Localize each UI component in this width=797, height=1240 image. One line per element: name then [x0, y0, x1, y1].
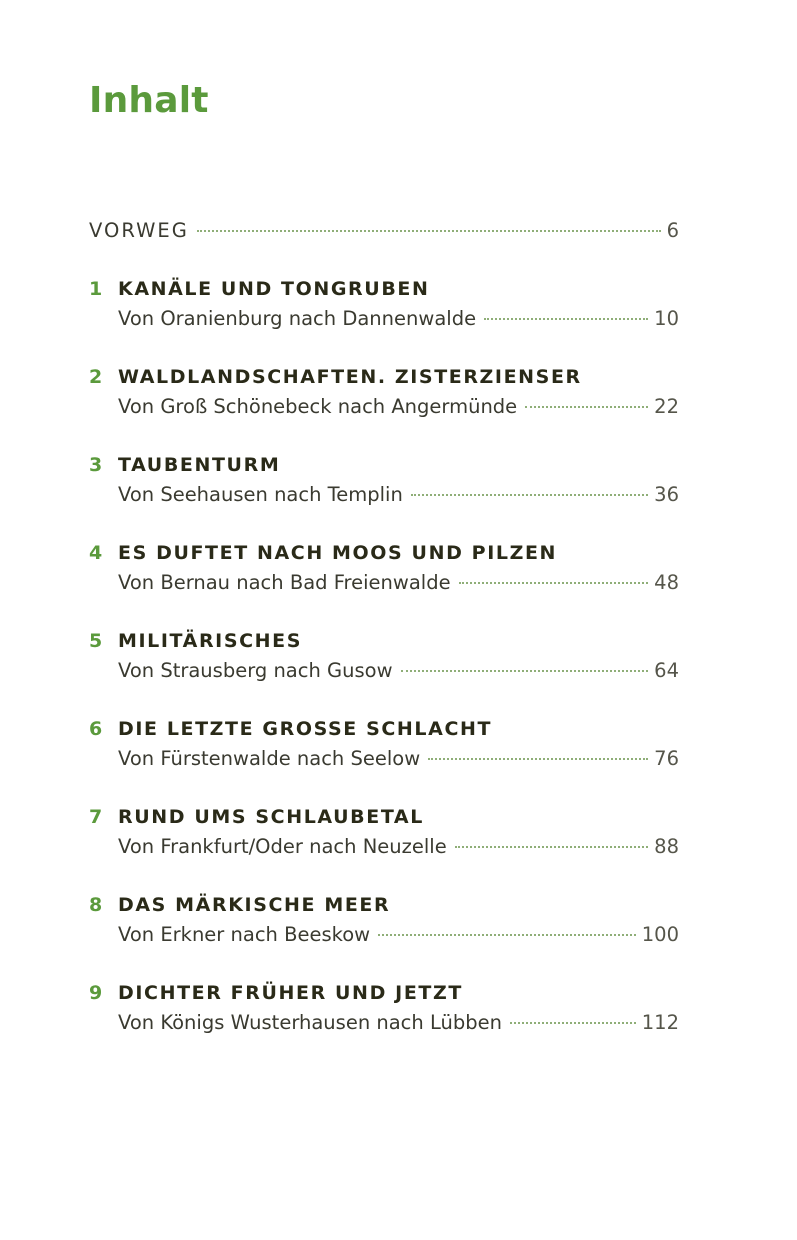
- toc-chapter-9[interactable]: [89, 978, 679, 1038]
- chapter-title: DAS MÄRKISCHE MEER: [118, 894, 391, 916]
- toc-chapter-7[interactable]: [89, 802, 679, 862]
- page-number: 76: [654, 747, 679, 770]
- intro-label: VORWEG: [89, 219, 189, 242]
- chapter-title: MILITÄRISCHES: [118, 630, 303, 652]
- chapter-title: DICHTER FRÜHER UND JETZT: [118, 982, 463, 1004]
- dot-leader: [455, 846, 648, 848]
- dot-leader: [401, 670, 649, 672]
- chapter-number: 3: [89, 454, 103, 476]
- dot-leader: [459, 582, 649, 584]
- page-number: 48: [654, 571, 679, 594]
- chapter-subtitle: Von Fürstenwalde nach Seelow: [118, 747, 421, 770]
- page-number: 6: [666, 219, 679, 242]
- chapter-number: 4: [89, 542, 103, 564]
- dot-leader: [484, 318, 648, 320]
- chapter-subtitle: Von Königs Wusterhausen nach Lübben: [118, 1011, 502, 1034]
- chapter-subtitle: Von Oranienburg nach Dannenwalde: [118, 307, 477, 330]
- chapter-number: 7: [89, 806, 103, 828]
- chapter-title: ES DUFTET NACH MOOS UND PILZEN: [118, 542, 558, 564]
- dot-leader: [510, 1022, 636, 1024]
- chapter-number: 5: [89, 630, 103, 652]
- page-number: 100: [641, 923, 679, 946]
- dot-leader: [525, 406, 648, 408]
- chapter-number: 6: [89, 718, 103, 740]
- chapter-number: 1: [89, 278, 103, 300]
- chapter-subtitle: Von Strausberg nach Gusow: [118, 659, 393, 682]
- chapter-number: 9: [89, 982, 103, 1004]
- chapter-title: TAUBENTURM: [118, 454, 281, 476]
- toc-chapter-8[interactable]: [89, 890, 679, 950]
- chapter-title: KANÄLE UND TONGRUBEN: [118, 278, 430, 300]
- table-of-contents: [89, 216, 679, 1038]
- dot-leader: [378, 934, 636, 936]
- dot-leader: [411, 494, 648, 496]
- dot-leader: [428, 758, 648, 760]
- page-number: 112: [641, 1011, 679, 1034]
- toc-chapter-6[interactable]: [89, 714, 679, 774]
- chapter-title: RUND UMS SCHLAUBETAL: [118, 806, 424, 828]
- dot-leader: [197, 230, 661, 232]
- chapter-subtitle: Von Bernau nach Bad Freienwalde: [118, 571, 451, 594]
- toc-chapter-2[interactable]: [89, 362, 679, 422]
- toc-entry-intro[interactable]: [89, 216, 679, 246]
- chapter-number: 8: [89, 894, 103, 916]
- chapter-subtitle: Von Groß Schönebeck nach Angermünde: [118, 395, 518, 418]
- chapter-subtitle: Von Erkner nach Beeskow: [118, 923, 371, 946]
- toc-chapter-4[interactable]: [89, 538, 679, 598]
- page-number: 64: [654, 659, 679, 682]
- page-number: 22: [654, 395, 679, 418]
- page-number: 88: [654, 835, 679, 858]
- chapter-title: DIE LETZTE GROSSE SCHLACHT: [118, 718, 493, 740]
- chapter-number: 2: [89, 366, 103, 388]
- toc-chapter-1[interactable]: [89, 274, 679, 334]
- chapter-subtitle: Von Seehausen nach Templin: [118, 483, 403, 506]
- chapter-title: WALDLANDSCHAFTEN. ZISTERZIENSER: [118, 366, 582, 388]
- toc-chapter-5[interactable]: [89, 626, 679, 686]
- chapter-subtitle: Von Frankfurt/Oder nach Neuzelle: [118, 835, 447, 858]
- page-number: 10: [654, 307, 679, 330]
- toc-chapter-3[interactable]: [89, 450, 679, 510]
- page-number: 36: [654, 483, 679, 506]
- page-title: Inhalt: [89, 80, 209, 121]
